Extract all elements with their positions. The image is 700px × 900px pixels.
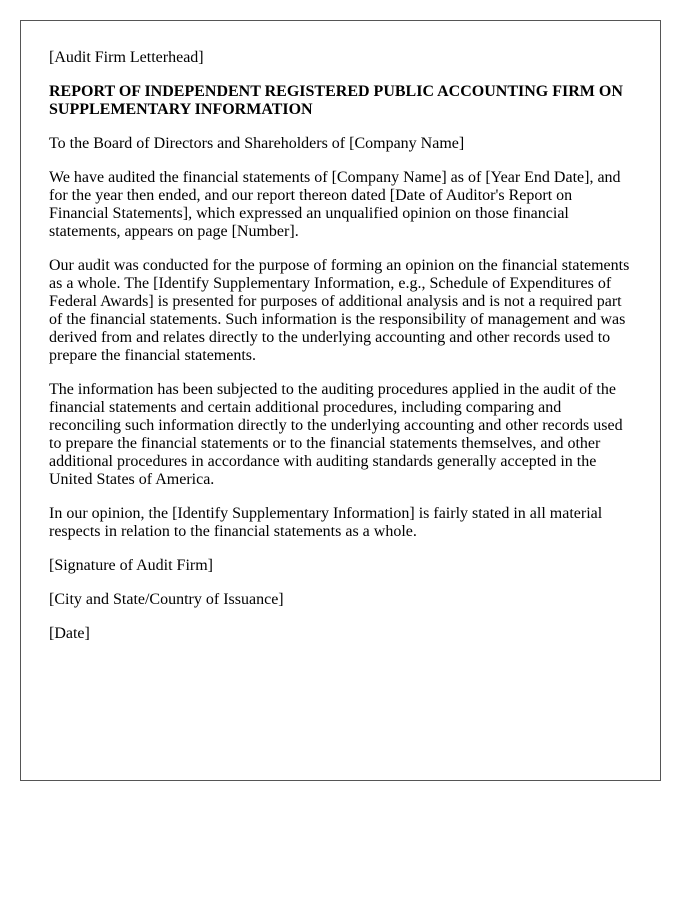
date: [Date] (49, 625, 90, 642)
document-page (20, 20, 661, 781)
paragraph-opinion-reference: We have audited the financial statements of [Company Name] as of [Year End Date], and for the year then ended, and our report thereon dated [Date of Auditor's Report on Financial Statements], which expressed an unqualified opinion on those financial statements, appears on page [Number]. (49, 169, 621, 240)
report-title: REPORT OF INDEPENDENT REGISTERED PUBLIC ACCOUNTING FIRM ON SUPPLEMENTARY INFORMATION (49, 83, 623, 118)
location: [City and State/Country of Issuance] (49, 591, 284, 608)
signature: [Signature of Audit Firm] (49, 557, 213, 574)
paragraph-procedures: The information has been subjected to the auditing procedures applied in the audit of the financial statements and certain additional procedures, including comparing and reconciling such information directly to the underlying accounting and other records used to prepare the financial statements or to the financial statements themselves, and other additional procedures in accordance with auditing standards generally accepted in the United States of America. (49, 381, 623, 488)
letterhead: [Audit Firm Letterhead] (49, 49, 204, 66)
salutation: To the Board of Directors and Shareholders of [Company Name] (49, 135, 465, 152)
paragraph-opinion: In our opinion, the [Identify Supplementary Information] is fairly stated in all material respects in relation to the financial statements as a whole. (49, 505, 603, 540)
paragraph-purpose: Our audit was conducted for the purpose of forming an opinion on the financial statements as a whole. The [Identify Supplementary Information, e.g., Schedule of Expenditures of Federal Awards] is presented for purposes of additional analysis and is not a required part of the financial statements. Such information is the responsibility of management and was derived from and relates directly to the underlying accounting and other records used to prepare the financial statements. (49, 257, 630, 364)
